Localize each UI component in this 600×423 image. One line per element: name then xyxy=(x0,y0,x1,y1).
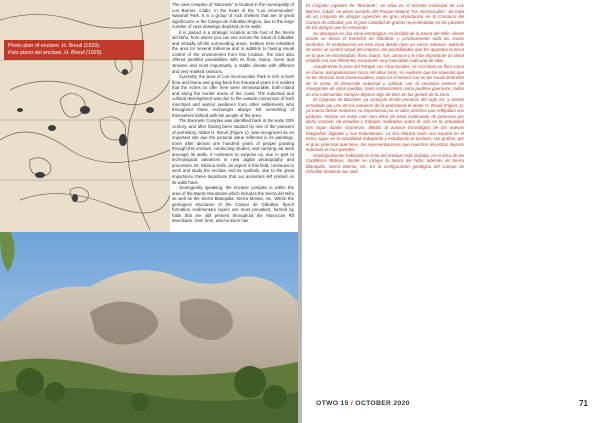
issue-date: OCTOBER 2020 xyxy=(355,400,410,407)
paragraph: It is placed in a strategic location at the foot of the Sierra del Niño, from where you can see across the Strait of Gibraltar and virtually all the surrounding areas. Settlers here inhabited the area for several millennia and in addition to having visual control of the environment from this location, the land also offered plentiful possibilities with its flora, fauna, rivers and streams and most importantly, a stable climate with different and very marked seasons. xyxy=(172,29,294,74)
page-footer xyxy=(302,400,600,412)
caption-spanish: Foto plano del enclave, H. Breuil (1929). xyxy=(8,49,103,56)
site-plan-map xyxy=(0,0,170,232)
figure-caption xyxy=(4,40,144,60)
page-number: 71 xyxy=(579,399,588,408)
paragraph: The cave complex of "Bacinete" is located in the municipality of Los Barrios, Cádiz, in the heart of the "Los Alcornocales" National Park. It is a group of rock shelters that are of great significance in the Campo de Gibraltar Region, due to the large number of cave drawings depicted on its walls. xyxy=(172,2,294,30)
paragraph: Geologically speaking, the enclave complex is within the area of the Baetic Mountains which includes the Sierra del Niño as well as the Sierra Blanquilla, Sierra Momia, etc. Within the geological structures of the Campo de Gibraltar, flysch formation sedimentary layers are most prevalent, formed by folds that are still present throughout the Moroccan Rif Mountains. Over time, wind erosion has xyxy=(172,185,294,224)
right-page xyxy=(302,0,600,423)
footer-separator: / xyxy=(348,400,356,407)
paragraph: The Bacinete Complex was identified back in the early 20th century, and after having been studied by one of the pioneers of prehistory, Abbot H. Breuil (Figure 1), was recognized as an important site due the pictorial value reflected in its paintings. Even after almost one hundred years of people passing through this enclave, conducting studies, and carrying out work amongst its walls, it continues to surprise us, due in part to technological advances in new digital photography and processes. Dr. Mónica Solís, an expert in this field, continues to work and study the enclave and its symbols, due to the great importance these depictions that our ancestors left printed on its walls have. xyxy=(172,118,294,185)
paragraph: Su ubicación es una zona estratégica, en la falda de la Sierra del Niño, desde donde se divisa el Estrecho de Gibraltar, y prácticamente toda las zonas limítrofes. El establecerse en esta zona desde hace ya varios milenios, además de tener un control visual del entorno, las posibilidades que les aportaba la tierra en la que se encontraban, flora, fauna, ríos, arroyos y lo más importante un clima estable con sus diferentes estaciones muy marcadas cada una de ellas. xyxy=(306,30,464,64)
caption-english: Photo plan of enclave ,H. Breuil (1929). xyxy=(8,43,101,49)
left-page xyxy=(0,0,298,423)
english-article-column xyxy=(172,2,294,224)
magazine-name: OTWO 15 xyxy=(316,400,349,407)
issue-label xyxy=(316,400,410,407)
paragraph: El conjunto rupestre de "Bacinete", se sitúa en el término municipal de Los Barrios, Cádiz, en pleno corazón del Parque Natural "los Alcornocales". Se trata de un conjunto de abrigos rupestres de gran importancia en la Comarca del Campo de Gibraltar, por la gran cantidad de grafías representadas en las paredes de los abrigos que lo componen. xyxy=(306,3,464,31)
rock-shelter-photo xyxy=(0,232,298,423)
paragraph: Actualmente la zona del Parque Los Alcornocales, es rica tanto en flora como en fauna, extrapolémonos cinco mil años atrás, es evidente que las riquezas que se les ofrecían eran inmensurables, tanto en el interior con en las zonas limítrofes de la costa. El desarrollo industrial y cultural, por la conexión exterior de navegantes de otros pueblos, tanto comerciantes como pueblos guerreros, todos en ese intercambio siempre dejaron algo de ellos en las gentes de la zona. xyxy=(306,64,464,97)
paragraph: Geológicamente hablando la zona del enclave está incluida, en el área de las Cordilleras Béticas, donde se incluye la Sierra del Niño, además de Sierra Blanquilla, Sierra Momia, etc. En la configuración geológica del Campo de Gibraltar destacan las sedi- xyxy=(306,152,464,175)
paragraph: Currently, the area of Los Alcornocales Park is rich in both flora and fauna and going back five thousand years it is evident that the riches on offer here were immeasurable, both inland and along the border areas of the coast. The industrial and cultural development was due to the outside connection of both merchant and warrior seafarers from other settlements who throughout these exchanges always left something of themselves behind with the people of the area. xyxy=(172,74,294,118)
spanish-article-column xyxy=(306,3,464,175)
paragraph: El Conjunto de Bacinete, ya conocido desde primeros del siglo XX, y siendo estudiado por uno de los pioneros de la prehistoria el abate H. Breuil (Figura 1), ya marco desde entonces su importancia por el valor pictórico que reflejaban sus pinturas. Incluso en estos casi cien años de paso continuado de personas por dicho enclave, de estudios y trabajos realizados sobre él, aún en la actualidad nos sigue dando sorpresas, debido al avance tecnológico de las nuevas fotografías digitales y sus tratamientos. La Dra Mónica Solís una experta en el tema, sigue en la actualidad trabajando y estudiando el enclave, sus grafías, por el gran potencial que tiene, las representaciones que nuestros ancestros dejaron impresas en sus paredes. xyxy=(306,97,464,153)
site-plan-drawing xyxy=(0,0,170,232)
right-margin xyxy=(468,0,600,400)
rock-shelter-drawing xyxy=(0,232,298,423)
